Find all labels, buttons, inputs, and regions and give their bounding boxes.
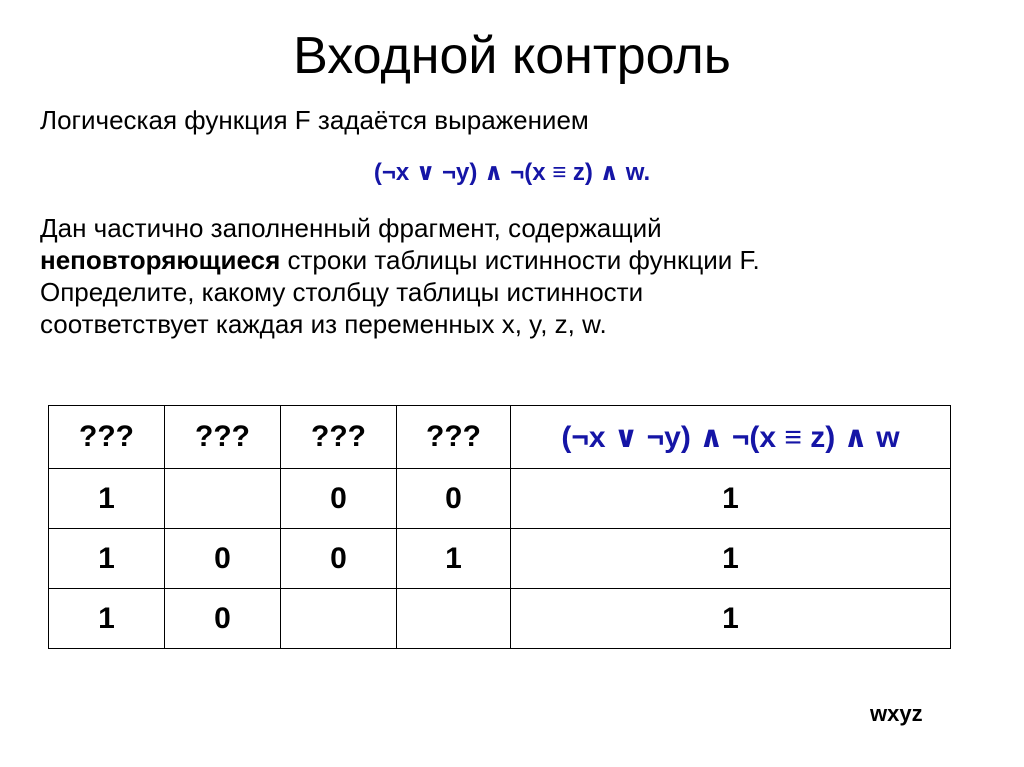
task-text bbox=[40, 212, 1000, 340]
table-cell bbox=[397, 589, 511, 649]
header-function-cell: (¬x ∨ ¬y) ∧ ¬(x ≡ z) ∧ w bbox=[511, 406, 951, 469]
table-cell: 1 bbox=[511, 469, 951, 529]
table-cell: 1 bbox=[397, 529, 511, 589]
task-line-3: Определите, какому столбцу таблицы истинности bbox=[40, 277, 644, 307]
table-header-row bbox=[49, 406, 951, 469]
table-cell bbox=[281, 589, 397, 649]
table-cell: 0 bbox=[397, 469, 511, 529]
function-expression: (¬x ∨ ¬y) ∧ ¬(x ≡ z) ∧ w. bbox=[373, 159, 651, 186]
table-row bbox=[49, 469, 951, 529]
task-bold-word: неповторяющиеся bbox=[40, 245, 281, 275]
task-line-2-rest: строки таблицы истинности функции F. bbox=[280, 245, 760, 275]
truth-table bbox=[48, 405, 951, 649]
answer-text: wxyz bbox=[870, 701, 923, 726]
table-cell bbox=[165, 469, 281, 529]
table-row bbox=[49, 529, 951, 589]
table-cell: 1 bbox=[511, 589, 951, 649]
table-row bbox=[49, 589, 951, 649]
table-cell: 1 bbox=[49, 589, 165, 649]
header-cell: ??? bbox=[281, 406, 397, 469]
header-cell: ??? bbox=[397, 406, 511, 469]
table-cell: 1 bbox=[49, 469, 165, 529]
task-line-4: соответствует каждая из переменных x, y, z, w. bbox=[40, 309, 607, 339]
header-cell: ??? bbox=[49, 406, 165, 469]
table-cell: 0 bbox=[281, 469, 397, 529]
slide-title: Входной контроль bbox=[293, 27, 731, 85]
table-cell: 0 bbox=[165, 529, 281, 589]
table-cell: 1 bbox=[511, 529, 951, 589]
task-line-2 bbox=[40, 244, 1000, 276]
header-cell: ??? bbox=[165, 406, 281, 469]
intro-text: Логическая функция F задаётся выражением bbox=[40, 105, 589, 135]
table-cell: 0 bbox=[281, 529, 397, 589]
task-line-1: Дан частично заполненный фрагмент, содержащий bbox=[40, 213, 662, 243]
table-cell: 0 bbox=[165, 589, 281, 649]
table-cell: 1 bbox=[49, 529, 165, 589]
